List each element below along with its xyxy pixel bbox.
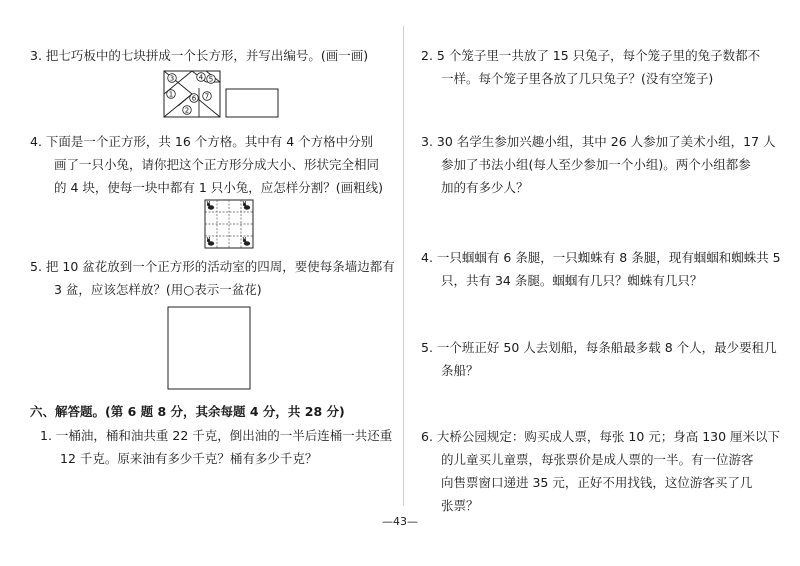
question-5-line: 3 盆，应该怎样放？(用○表示一盆花) bbox=[54, 282, 262, 297]
problem-2-line: 一样。每个笼子里各放了几只兔子？(没有空笼子) bbox=[441, 71, 714, 86]
problem-2 bbox=[421, 44, 760, 90]
rabbit-grid bbox=[204, 199, 254, 249]
tangram-label: 3 bbox=[169, 74, 175, 83]
problem-5 bbox=[421, 336, 777, 382]
tangram-label: 2 bbox=[184, 106, 190, 115]
tangram-label: 7 bbox=[204, 92, 210, 101]
question-4 bbox=[30, 130, 383, 199]
problem-1-line: 12 千克。原来油有多少千克？桶有多少千克？ bbox=[60, 451, 318, 466]
problem-1 bbox=[40, 424, 392, 470]
problem-6-line: 的儿童买儿童票，每张票价是成人票的一半。有一位游客 bbox=[441, 452, 754, 467]
tangram-figure bbox=[163, 70, 221, 118]
problem-3-line: 3. 30 名学生参加兴趣小组，其中 26 人参加了美术小组，17 人 bbox=[421, 134, 776, 149]
question-4-line: 4. 下面是一个正方形，共 16 个方格。其中有 4 个方格中分别 bbox=[30, 134, 374, 149]
problem-4-line: 4. 一只蝈蝈有 6 条腿，一只蜘蛛有 8 条腿，现有蝈蝈和蜘蛛共 5 bbox=[421, 250, 781, 265]
column-divider bbox=[403, 26, 404, 506]
activity-room-square bbox=[167, 306, 251, 390]
problem-6-line: 6. 大桥公园规定：购买成人票，每张 10 元；身高 130 厘米以下 bbox=[421, 429, 781, 444]
problem-6 bbox=[421, 425, 780, 517]
question-3 bbox=[30, 44, 368, 67]
section-6-header: 六、解答题。(第 6 题 8 分，其余每题 4 分，共 28 分) bbox=[30, 404, 345, 419]
problem-3 bbox=[421, 130, 776, 199]
rabbit-icon bbox=[243, 201, 250, 210]
question-4-line: 的 4 块，使每一块中都有 1 只小兔，应怎样分割？(画粗线) bbox=[54, 180, 384, 195]
page-number: —43— bbox=[382, 515, 418, 528]
question-4-line: 画了一只小兔，请你把这个正方形分成大小、形状完全相同 bbox=[54, 157, 380, 172]
problem-5-line: 5. 一个班正好 50 人去划船，每条船最多载 8 个人，最少要租几 bbox=[421, 340, 777, 355]
tangram-label: 5 bbox=[208, 75, 214, 84]
question-5 bbox=[30, 255, 395, 301]
question-3-text: 3. 把七巧板中的七块拼成一个长方形，并写出编号。(画一画) bbox=[30, 48, 369, 63]
tangram-label: 4 bbox=[198, 73, 204, 82]
problem-2-line: 2. 5 个笼子里一共放了 15 只兔子，每个笼子里的兔子数都不 bbox=[421, 48, 761, 63]
question-5-line: 5. 把 10 盆花放到一个正方形的活动室的四周，要使每条墙边都有 bbox=[30, 259, 395, 274]
problem-5-line: 条船？ bbox=[441, 363, 479, 378]
problem-6-line: 向售票窗口递进 35 元，正好不用找钱，这位游客买了几 bbox=[441, 475, 753, 490]
problem-4 bbox=[421, 246, 781, 292]
problem-4-line: 只，共有 34 条腿。蝈蝈有几只？蜘蛛有几只？ bbox=[441, 273, 703, 288]
rabbit-icon bbox=[207, 201, 214, 210]
tangram-label: 6 bbox=[191, 94, 197, 103]
problem-3-line: 参加了书法小组(每人至少参加一个小组)。两个小组都参 bbox=[441, 157, 751, 172]
problem-6-line: 张票？ bbox=[441, 498, 479, 513]
rabbit-icon bbox=[207, 237, 214, 246]
answer-rectangle bbox=[225, 88, 279, 118]
rabbit-icon bbox=[243, 237, 250, 246]
problem-3-line: 加的有多少人？ bbox=[441, 180, 529, 195]
problem-1-line: 1. 一桶油，桶和油共重 22 千克，倒出油的一半后连桶一共还重 bbox=[40, 428, 393, 443]
tangram-label: 1 bbox=[168, 90, 174, 99]
